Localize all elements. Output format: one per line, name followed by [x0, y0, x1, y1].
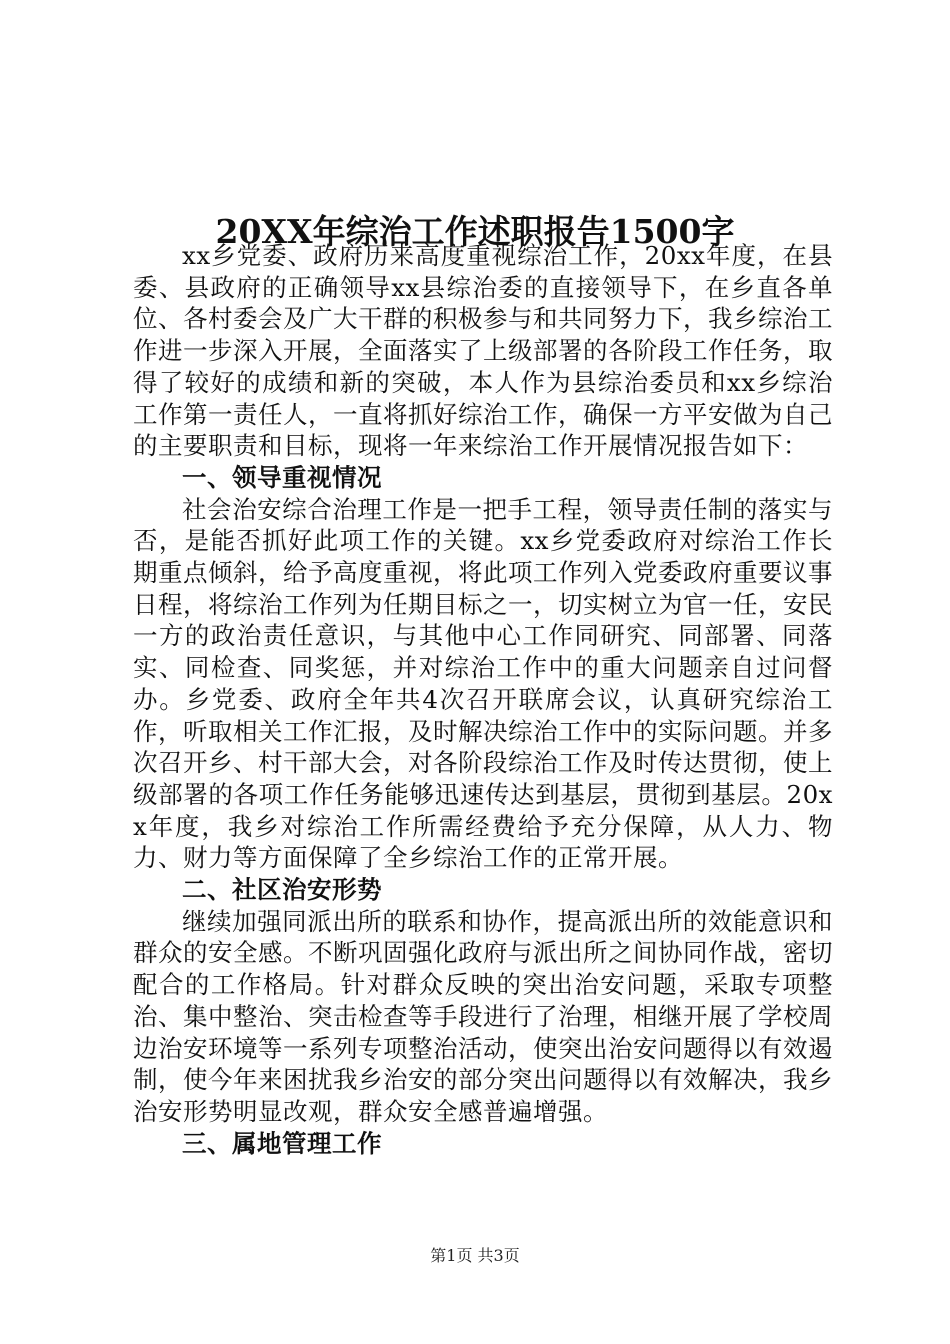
section-paragraph-1: 社会治安综合治理工作是一把手工程，领导责任制的落实与否，是能否抓好此项工作的关键。xx乡党委政府对综治工作长期重点倾斜，给予高度重视，将此项工作列入党委政府重要议事日程，将综治工作列为任期目标之一，切实树立为官一任，安民一方的政治责任意识，与其他中心工作同研究、同部署、同落实、同检查、同奖惩，并对综治工作中的重大问题亲自过问督办。乡党委、政府全年共4次召开联席会议，认真研究综治工作，听取相关工作汇报，及时解决综治工作中的实际问题。并多次召开乡、村干部大会，对各阶段综治工作及时传达贯彻，使上级部署的各项工作任务能够迅速传达到基层，贯彻到基层。20xx年度，我乡对综治工作所需经费给予充分保障，从人力、物力、财力等方面保障了全乡综治工作的正常开展。	[133, 494, 833, 873]
intro-paragraph: xx乡党委、政府历来高度重视综治工作，20xx年度，在县委、县政府的正确领导xx县综治委的直接领导下，在乡直各单位、各村委会及广大干群的积极参与和共同努力下，我乡综治工作进一步深入开展，全面落实了上级部署的各阶段工作任务，取得了较好的成绩和新的突破，本人作为县综治委员和xx乡综治工作第一责任人，一直将抓好综治工作，确保一方平安做为自己的主要职责和目标，现将一年来综治工作开展情况报告如下：	[133, 241, 833, 461]
section-heading-3: 三、属地管理工作	[182, 1128, 382, 1158]
document-title: 20XX年综治工作述职报告1500字	[215, 212, 735, 252]
section-heading-2: 二、社区治安形势	[182, 875, 382, 905]
section-heading-1: 一、领导重视情况	[182, 462, 382, 492]
document-body	[133, 240, 833, 1159]
section-paragraph-2: 继续加强同派出所的联系和协作，提高派出所的效能意识和群众的安全感。不断巩固强化政府与派出所之间协同作战，密切配合的工作格局。针对群众反映的突出治安问题，采取专项整治、集中整治、突击检查等手段进行了治理，相继开展了学校周边治安环境等一系列专项整治活动，使突出治安问题得以有效遏制，使今年来困扰我乡治安的部分突出问题得以有效解决，我乡治安形势明显改观，群众安全感普遍增强。	[133, 906, 833, 1126]
page-footer: 第1页 共3页	[430, 1246, 520, 1265]
